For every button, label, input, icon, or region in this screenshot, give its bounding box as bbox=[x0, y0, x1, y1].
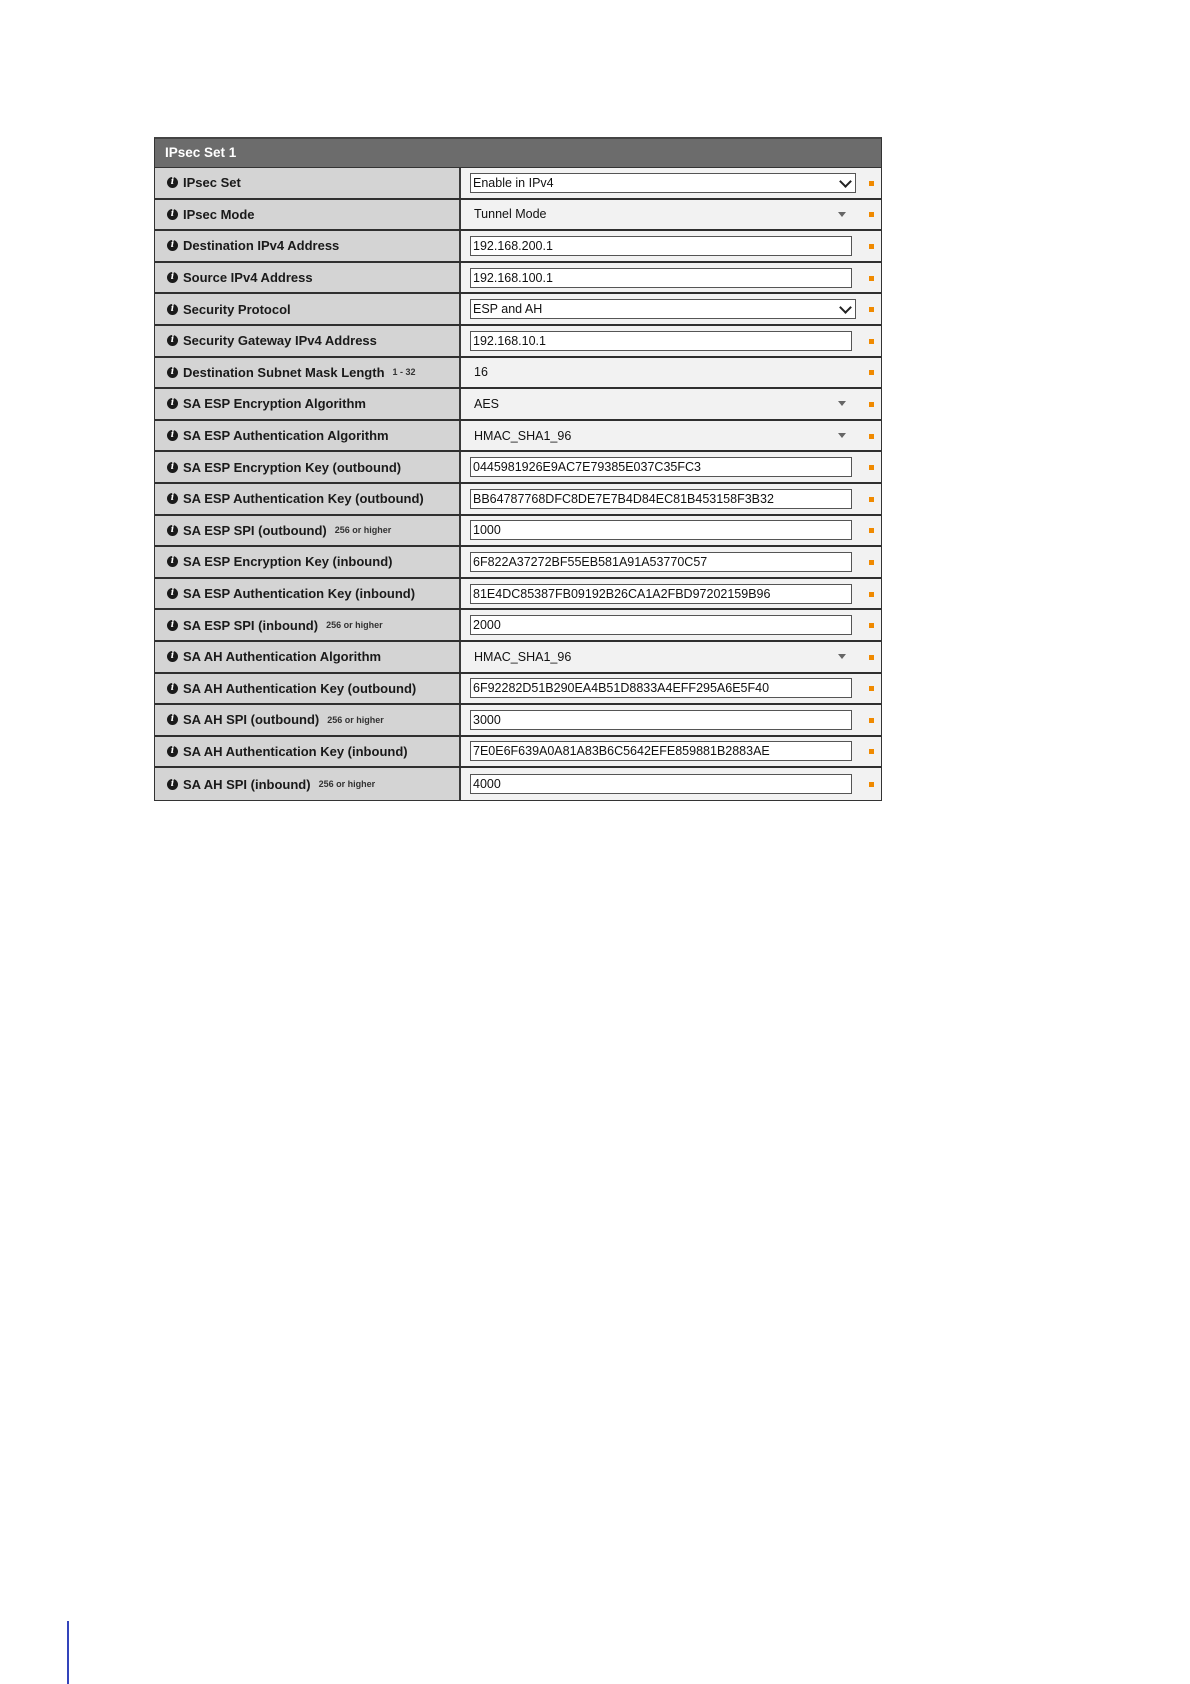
setting-value-cell bbox=[461, 516, 881, 546]
setting-label: SA AH SPI (inbound) bbox=[183, 776, 311, 792]
panel-title: IPsec Set 1 bbox=[155, 139, 881, 168]
setting-value-cell bbox=[461, 610, 881, 640]
info-icon[interactable]: i bbox=[167, 304, 178, 315]
setting-label: SA ESP SPI (inbound) bbox=[183, 617, 319, 633]
setting-value-cell bbox=[461, 642, 881, 672]
setting-hint: 256 or higher bbox=[327, 714, 384, 725]
setting-label-cell bbox=[155, 421, 461, 451]
setting-label: IPsec Mode bbox=[183, 206, 255, 222]
required-marker-icon bbox=[869, 402, 874, 407]
setting-hint: 256 or higher bbox=[334, 525, 392, 536]
setting-value-cell bbox=[461, 737, 881, 767]
setting-value-cell bbox=[461, 326, 881, 356]
setting-label-cell bbox=[155, 168, 461, 198]
setting-label-cell bbox=[155, 263, 461, 293]
setting-value-cell bbox=[461, 389, 881, 419]
info-icon[interactable]: i bbox=[167, 493, 178, 504]
info-icon[interactable]: i bbox=[167, 588, 178, 599]
info-icon[interactable]: i bbox=[167, 651, 178, 662]
required-marker-icon bbox=[869, 749, 874, 754]
setting-label: SA AH Authentication Algorithm bbox=[183, 649, 382, 665]
setting-label-cell bbox=[155, 326, 461, 356]
setting-value-cell bbox=[461, 579, 881, 609]
sa-ah-spi-inbound-input[interactable]: 4000 bbox=[470, 774, 852, 794]
sa-esp-authentication-algorithm-select[interactable] bbox=[470, 425, 852, 447]
dropdown-arrow-icon bbox=[838, 401, 846, 406]
setting-row-sa-esp-authentication-key-inbound bbox=[155, 579, 881, 611]
required-marker-icon bbox=[869, 307, 874, 312]
setting-row-sa-esp-spi-inbound bbox=[155, 610, 881, 642]
setting-hint: 256 or higher bbox=[326, 620, 383, 631]
setting-label: Destination IPv4 Address bbox=[183, 238, 340, 254]
sa-ah-authentication-algorithm-select[interactable] bbox=[470, 646, 852, 668]
required-marker-icon bbox=[869, 655, 874, 660]
setting-row-sa-esp-encryption-key-inbound bbox=[155, 547, 881, 579]
setting-value-cell bbox=[461, 294, 881, 324]
info-icon[interactable]: i bbox=[167, 209, 178, 220]
setting-row-security-gateway-ipv4-address bbox=[155, 326, 881, 358]
setting-row-sa-ah-authentication-algorithm bbox=[155, 642, 881, 674]
security-gateway-ipv4-address-input[interactable]: 192.168.10.1 bbox=[470, 331, 852, 351]
settings-table bbox=[155, 168, 881, 800]
info-icon[interactable]: i bbox=[167, 272, 178, 283]
info-icon[interactable]: i bbox=[167, 556, 178, 567]
required-marker-icon bbox=[869, 560, 874, 565]
info-icon[interactable]: i bbox=[167, 398, 178, 409]
info-icon[interactable]: i bbox=[167, 620, 178, 631]
info-icon[interactable]: i bbox=[167, 240, 178, 251]
setting-value-cell bbox=[461, 674, 881, 704]
required-marker-icon bbox=[869, 686, 874, 691]
setting-value-cell bbox=[461, 452, 881, 482]
setting-row-sa-esp-spi-outbound bbox=[155, 516, 881, 548]
setting-label: SA ESP SPI (outbound) bbox=[183, 522, 327, 538]
select-value: AES bbox=[474, 396, 500, 411]
setting-row-ipsec-set bbox=[155, 168, 881, 200]
required-marker-icon bbox=[869, 497, 874, 502]
required-marker-icon bbox=[869, 782, 874, 787]
setting-row-ipsec-mode bbox=[155, 200, 881, 232]
info-icon[interactable]: i bbox=[167, 714, 178, 725]
setting-value-cell bbox=[461, 421, 881, 451]
destination-subnet-mask-length-value[interactable]: 16 bbox=[474, 365, 488, 380]
chevron-down-icon bbox=[839, 303, 851, 315]
setting-value-cell bbox=[461, 768, 881, 800]
setting-label: SA ESP Authentication Key (outbound) bbox=[183, 491, 424, 507]
setting-value-cell bbox=[461, 705, 881, 735]
dropdown-arrow-icon bbox=[838, 654, 846, 659]
required-marker-icon bbox=[869, 339, 874, 344]
info-icon[interactable]: i bbox=[167, 367, 178, 378]
required-marker-icon bbox=[869, 592, 874, 597]
setting-value-cell bbox=[461, 231, 881, 261]
required-marker-icon bbox=[869, 528, 874, 533]
sa-esp-encryption-algorithm-select[interactable] bbox=[470, 393, 852, 415]
setting-label: Source IPv4 Address bbox=[183, 270, 313, 286]
setting-row-destination-ipv4-address bbox=[155, 231, 881, 263]
required-marker-icon bbox=[869, 370, 874, 375]
setting-value-cell bbox=[461, 168, 881, 198]
required-marker-icon bbox=[869, 276, 874, 281]
chevron-down-icon bbox=[839, 177, 851, 189]
setting-hint: 256 or higher bbox=[318, 779, 376, 790]
setting-row-sa-ah-authentication-key-outbound bbox=[155, 674, 881, 706]
setting-label: Security Protocol bbox=[183, 301, 291, 317]
setting-value-cell bbox=[461, 263, 881, 293]
setting-row-sa-esp-authentication-algorithm bbox=[155, 421, 881, 453]
info-icon[interactable]: i bbox=[167, 525, 178, 536]
info-icon[interactable]: i bbox=[167, 779, 178, 790]
security-protocol-select[interactable] bbox=[470, 299, 856, 319]
sa-ah-authentication-key-outbound-input[interactable]: 6F92282D51B290EA4B51D8833A4EFF295A6E5F40 bbox=[470, 678, 852, 698]
ipsec-mode-select[interactable] bbox=[470, 203, 852, 225]
setting-label: IPsec Set bbox=[183, 175, 241, 191]
setting-label-cell bbox=[155, 579, 461, 609]
setting-label: Destination Subnet Mask Length bbox=[183, 364, 385, 380]
info-icon[interactable]: i bbox=[167, 177, 178, 188]
setting-label-cell bbox=[155, 674, 461, 704]
setting-row-sa-esp-encryption-algorithm bbox=[155, 389, 881, 421]
setting-hint: 1 - 32 bbox=[392, 367, 416, 378]
setting-label: SA AH SPI (outbound) bbox=[183, 712, 320, 728]
setting-label-cell bbox=[155, 768, 461, 800]
setting-row-destination-subnet-mask-length bbox=[155, 358, 881, 390]
setting-label: SA ESP Authentication Algorithm bbox=[183, 428, 389, 444]
setting-label-cell bbox=[155, 705, 461, 735]
destination-ipv4-address-input[interactable]: 192.168.200.1 bbox=[470, 236, 852, 256]
sa-esp-encryption-key-inbound-input[interactable]: 6F822A37272BF55EB581A91A53770C57 bbox=[470, 552, 852, 572]
dropdown-arrow-icon bbox=[838, 433, 846, 438]
page-margin-line bbox=[67, 1621, 69, 1684]
setting-label-cell bbox=[155, 547, 461, 577]
setting-value-cell bbox=[461, 547, 881, 577]
setting-row-sa-ah-spi-inbound bbox=[155, 768, 881, 800]
setting-label-cell bbox=[155, 358, 461, 388]
select-value: ESP and AH bbox=[473, 302, 543, 317]
setting-row-sa-ah-spi-outbound bbox=[155, 705, 881, 737]
setting-label: SA ESP Encryption Algorithm bbox=[183, 396, 366, 412]
setting-label: SA AH Authentication Key (inbound) bbox=[183, 743, 408, 759]
setting-value-cell bbox=[461, 200, 881, 230]
info-icon[interactable]: i bbox=[167, 683, 178, 694]
select-value: Enable in IPv4 bbox=[473, 175, 554, 190]
setting-label-cell bbox=[155, 737, 461, 767]
sa-esp-authentication-key-outbound-input[interactable]: BB64787768DFC8DE7E7B4D84EC81B453158F3B32 bbox=[470, 489, 852, 509]
sa-esp-authentication-key-inbound-input[interactable]: 81E4DC85387FB09192B26CA1A2FBD97202159B96 bbox=[470, 584, 852, 604]
setting-label: Security Gateway IPv4 Address bbox=[183, 333, 377, 349]
setting-row-sa-esp-authentication-key-outbound bbox=[155, 484, 881, 516]
info-icon[interactable]: i bbox=[167, 462, 178, 473]
select-value: HMAC_SHA1_96 bbox=[474, 649, 572, 664]
required-marker-icon bbox=[869, 181, 874, 186]
select-value: Tunnel Mode bbox=[474, 207, 547, 222]
sa-esp-spi-inbound-input[interactable]: 2000 bbox=[470, 615, 852, 635]
setting-label-cell bbox=[155, 484, 461, 514]
required-marker-icon bbox=[869, 623, 874, 628]
setting-label-cell bbox=[155, 452, 461, 482]
setting-label: SA ESP Authentication Key (inbound) bbox=[183, 586, 416, 602]
select-value: HMAC_SHA1_96 bbox=[474, 428, 572, 443]
setting-row-sa-ah-authentication-key-inbound bbox=[155, 737, 881, 769]
setting-row-source-ipv4-address bbox=[155, 263, 881, 295]
ipsec-set-select[interactable] bbox=[470, 173, 856, 193]
setting-label-cell bbox=[155, 610, 461, 640]
sa-esp-spi-outbound-input[interactable]: 1000 bbox=[470, 520, 852, 540]
setting-row-sa-esp-encryption-key-outbound bbox=[155, 452, 881, 484]
info-icon[interactable]: i bbox=[167, 335, 178, 346]
setting-label-cell bbox=[155, 294, 461, 324]
setting-value-cell bbox=[461, 358, 881, 388]
source-ipv4-address-input[interactable]: 192.168.100.1 bbox=[470, 268, 852, 288]
setting-label: SA AH Authentication Key (outbound) bbox=[183, 680, 417, 696]
info-icon[interactable]: i bbox=[167, 746, 178, 757]
info-icon[interactable]: i bbox=[167, 430, 178, 441]
sa-ah-spi-outbound-input[interactable]: 3000 bbox=[470, 710, 852, 730]
required-marker-icon bbox=[869, 465, 874, 470]
setting-label: SA ESP Encryption Key (inbound) bbox=[183, 554, 393, 570]
setting-label: SA ESP Encryption Key (outbound) bbox=[183, 459, 402, 475]
ipsec-set-panel bbox=[154, 137, 882, 801]
setting-label-cell bbox=[155, 200, 461, 230]
setting-label-cell bbox=[155, 389, 461, 419]
required-marker-icon bbox=[869, 718, 874, 723]
required-marker-icon bbox=[869, 212, 874, 217]
sa-ah-authentication-key-inbound-input[interactable]: 7E0E6F639A0A81A83B6C5642EFE859881B2883AE bbox=[470, 741, 852, 761]
setting-label-cell bbox=[155, 516, 461, 546]
sa-esp-encryption-key-outbound-input[interactable]: 0445981926E9AC7E79385E037C35FC3 bbox=[470, 457, 852, 477]
setting-value-cell bbox=[461, 484, 881, 514]
required-marker-icon bbox=[869, 434, 874, 439]
setting-label-cell bbox=[155, 642, 461, 672]
setting-label-cell bbox=[155, 231, 461, 261]
dropdown-arrow-icon bbox=[838, 212, 846, 217]
required-marker-icon bbox=[869, 244, 874, 249]
setting-row-security-protocol bbox=[155, 294, 881, 326]
